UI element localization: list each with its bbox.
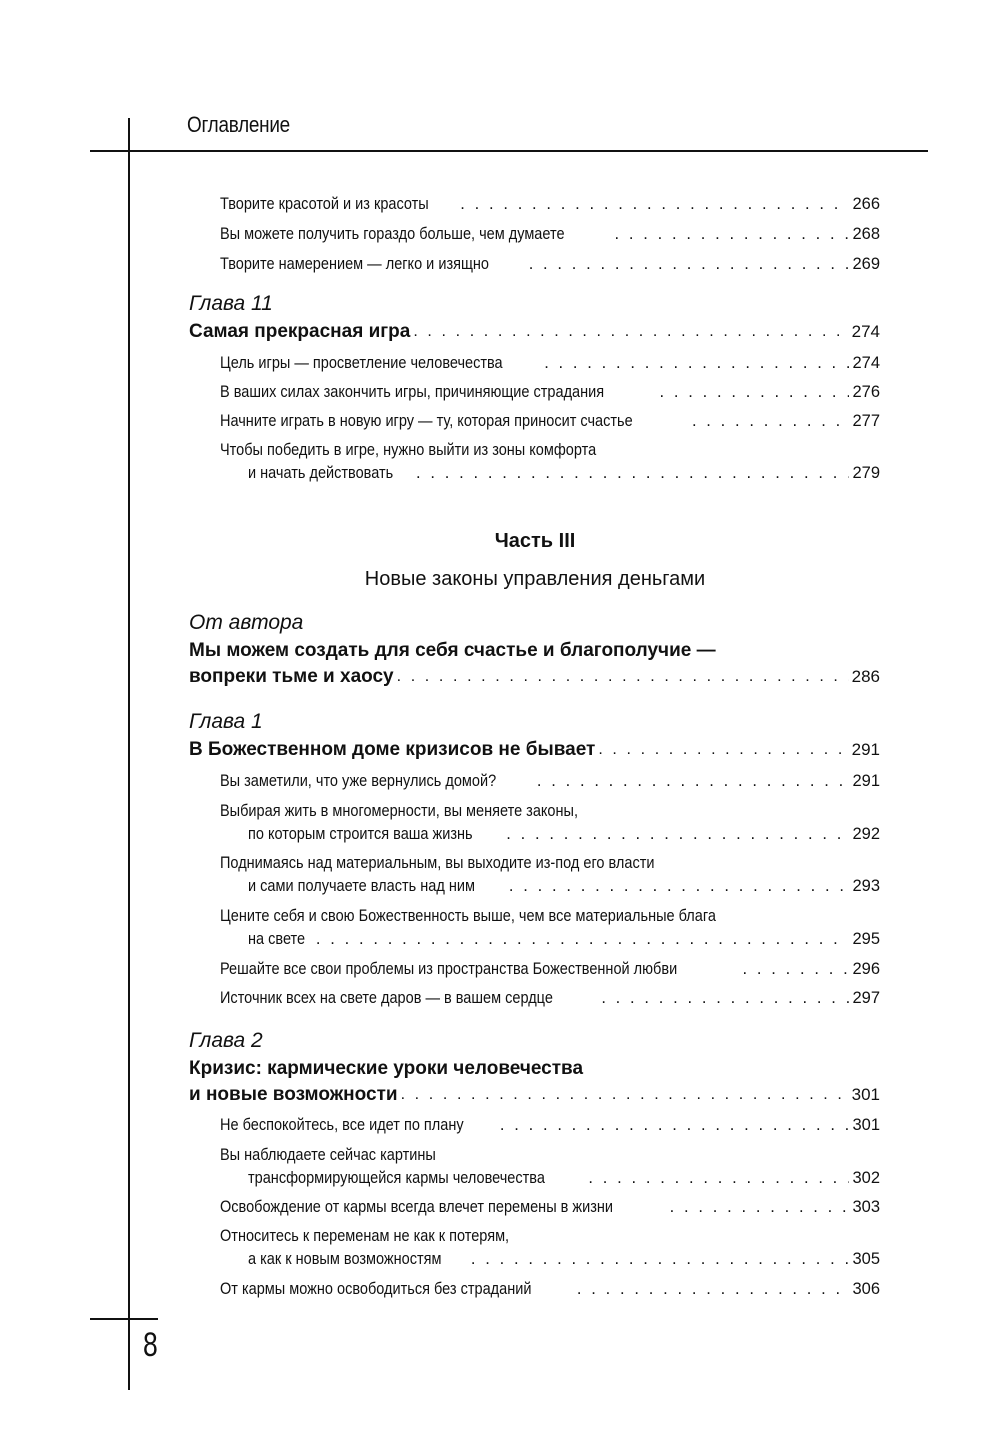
toc-entry-title-text: Вы наблюдаете сейчас картины [220,1146,436,1164]
toc-entry-title-text: Выбирая жить в многомерности, вы меняете законы, [220,802,578,820]
toc-entry-page: 292 [852,825,880,843]
toc-entry-page: 297 [852,989,880,1007]
part-title: Новые законы управления деньгами [364,568,706,590]
section-title: вопреки тьме и хаосу [189,666,394,687]
chapter-label: Глава 2 [189,1029,263,1052]
toc-entry[interactable] [220,192,880,216]
toc-entry[interactable] [220,1113,880,1137]
leader-dots [537,769,850,793]
leader-dots [615,222,850,246]
chapter-page: 274 [851,322,880,341]
toc-entry-title-line1[interactable] [220,799,627,823]
section-page: 286 [851,667,880,686]
toc-entry-page: 279 [852,464,880,482]
toc-entry[interactable] [220,409,880,433]
toc-entry-title-line1[interactable] [220,1224,549,1248]
toc-entry[interactable] [220,986,880,1010]
part-label: Часть III [494,530,576,552]
toc-entry-title: Вы заметили, что уже вернулись домой? [220,772,497,790]
toc-entry[interactable] [248,1166,880,1190]
chapter-title-entry[interactable] [189,738,880,762]
toc-entry-page: 305 [852,1250,880,1268]
toc-entry-title-line1[interactable] [220,851,714,875]
chapter-title-line1[interactable] [189,1056,583,1082]
toc-entry[interactable] [220,957,880,981]
toc-entry[interactable] [220,769,880,793]
chapter-label: Глава 1 [189,710,263,733]
toc-entry-title: В ваших силах закончить игры, причиняющие страдания [220,383,605,401]
toc-entry-page: 276 [852,383,880,401]
section-label: От автора [189,611,304,634]
leader-dots [397,665,849,689]
toc-entry-page: 295 [852,930,880,948]
chapter-title-text: Кризис: кармические уроки человечества [189,1058,584,1079]
toc-entry[interactable] [220,222,880,246]
toc-entry-page: 277 [852,412,880,430]
toc-entry-title: а как к новым возможностям [248,1250,442,1268]
chapter-page: 301 [851,1085,880,1104]
toc-entry-title: Начните играть в новую игру — ту, которая приносит счастье [220,412,633,430]
leader-dots [316,927,850,951]
toc-entry-page: 274 [852,354,880,372]
toc-entry-title: трансформирующейся кармы человечества [248,1169,545,1187]
toc-entry[interactable] [248,461,880,485]
leader-dots [588,1166,849,1190]
toc-entry-title-text: Чтобы победить в игре, нужно выйти из зоны комфорта [220,441,597,459]
toc-entry-title: Цель игры — просветление человечества [220,354,503,372]
toc-entry-title: на свете [248,930,306,948]
footer-rule [90,1318,158,1320]
toc-entry-title-text: Цените себя и свою Божественность выше, чем все материальные блага [220,907,716,925]
chapter-page: 291 [851,740,880,759]
toc-entry-title: Творите намерением — легко и изящно [220,255,490,273]
chapter-label: Глава 11 [189,292,273,315]
toc-entry-title: и сами получаете власть над ним [248,877,475,895]
leader-dots [500,1113,850,1137]
toc-entry-title-text: Поднимаясь над материальным, вы выходите из-под его власти [220,854,655,872]
toc-entry-page: 296 [852,960,880,978]
leader-dots [471,1247,850,1271]
toc-entry-title: Решайте все свои проблемы из пространства Божественной любви [220,960,678,978]
toc-entry-title-line1[interactable] [220,438,648,462]
toc-entry-title: Творите красотой и из красоты [220,195,429,213]
chapter-title: Самая прекрасная игра [189,321,411,342]
leader-dots [743,957,850,981]
toc-entry-title: От кармы можно освободиться без страданий [220,1280,532,1298]
header-rule [90,150,928,152]
page-number: 8 [143,1326,158,1364]
leader-dots [506,822,849,846]
toc-entry[interactable] [220,351,880,375]
margin-vertical-rule [128,118,130,1390]
toc-entry[interactable] [220,252,880,276]
toc-entry[interactable] [248,874,880,898]
toc-entry-title: и начать действовать [248,464,394,482]
toc-entry-page: 266 [852,195,880,213]
toc-entry-title-text: Относитесь к переменам не как к потерям, [220,1227,510,1245]
running-head: Оглавление [187,112,290,137]
section-title-line1[interactable] [189,638,716,664]
toc-entry-page: 269 [852,255,880,273]
toc-entry[interactable] [220,380,880,404]
toc-entry-title: Источник всех на свете даров — в вашем сердце [220,989,553,1007]
toc-entry[interactable] [220,1277,880,1301]
leader-dots [544,351,849,375]
leader-dots [401,1083,849,1107]
toc-entry-title-line1[interactable] [220,904,784,928]
leader-dots [577,1277,850,1301]
leader-dots [416,461,849,485]
section-title-entry[interactable] [189,665,880,689]
chapter-title: и новые возможности [189,1084,398,1105]
toc-entry[interactable] [248,822,880,846]
chapter-title-entry[interactable] [189,1083,880,1107]
toc-entry-page: 291 [852,772,880,790]
leader-dots [670,1195,850,1219]
toc-entry-page: 302 [852,1169,880,1187]
toc-entry-page: 268 [852,225,880,243]
toc-entry[interactable] [220,1195,880,1219]
leader-dots [460,192,849,216]
toc-entry-page: 301 [852,1116,880,1134]
toc-entry-page: 293 [852,877,880,895]
toc-entry-title-line1[interactable] [220,1143,465,1167]
toc-entry-title: Освобождение от кармы всегда влечет перемены в жизни [220,1198,614,1216]
leader-dots [598,738,848,762]
leader-dots [692,409,850,433]
toc-entry-title: Вы можете получить гораздо больше, чем думаете [220,225,565,243]
toc-entry-page: 306 [852,1280,880,1298]
toc-entry[interactable] [248,1247,880,1271]
chapter-title-entry[interactable] [189,320,880,344]
toc-entry-page: 303 [852,1198,880,1216]
leader-dots [529,252,850,276]
toc-entry-title: по которым строится ваша жизнь [248,825,473,843]
leader-dots [509,874,850,898]
toc-entry-title: Не беспокойтесь, все идет по плану [220,1116,464,1134]
toc-entry[interactable] [248,927,880,951]
leader-dots [660,380,850,404]
leader-dots [601,986,849,1010]
section-title-text: Мы можем создать для себя счастье и благополучие — [189,640,716,661]
chapter-title: В Божественном доме кризисов не бывает [189,739,596,760]
leader-dots [413,320,848,344]
